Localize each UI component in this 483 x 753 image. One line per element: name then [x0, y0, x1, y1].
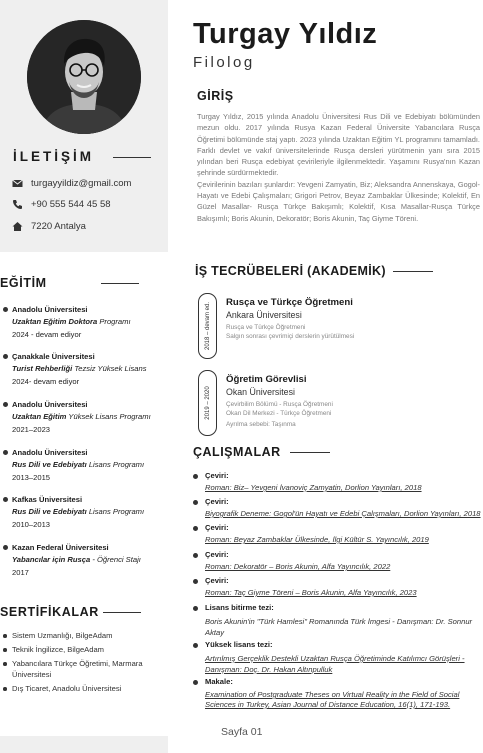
- certificate-item: Dış Ticaret, Anadolu Üniversitesi: [0, 683, 168, 694]
- work-item: [193, 550, 483, 574]
- bullet-icon: [193, 680, 198, 685]
- job-organization: Ankara Üniversitesi: [226, 310, 302, 320]
- education-period: 2024- devam ediyor: [12, 376, 80, 386]
- work-item: [193, 640, 483, 676]
- education-program-rest: Programı: [97, 317, 131, 327]
- work-label: Çeviri:: [205, 497, 229, 506]
- job-description-line: Rusça ve Türkçe Öğretmeni: [226, 324, 306, 331]
- bullet-icon: [193, 474, 198, 479]
- education-program-bold: Yabancılar için Rusça: [12, 555, 91, 565]
- education-program-bold: Turist Rehberliği: [12, 364, 73, 374]
- contact-phone-row: [12, 199, 111, 210]
- education-item: [0, 447, 168, 491]
- page-number: Sayfa 01: [221, 726, 263, 738]
- sidebar-bottom-band: [0, 736, 168, 753]
- bullet-icon: [3, 497, 8, 502]
- work-title[interactable]: Artırılmış Gerçeklik Destekli Uzaktan Rusça Öğretiminde Katılımcı Görüşleri -: [205, 654, 465, 663]
- bullet-icon: [193, 500, 198, 505]
- experience-heading-rule: [393, 271, 433, 272]
- intro-paragraph: Turgay Yıldız, 2015 yılında Anadolu Üniversitesi Rus Dili ve Edebiyatı bölümünden mezun oldu. 2017 yılında Rusya Kazan Federal Üniversite Yabancılara Rusça Öğretimi bölümünde staj yaptı. 2023 yılında Uzaktan Eğitim YL programını tamamladı. Farklı devlet ve vakıf üniversitelerinde Rusça dersleri yürütmenin yanı sıra 2015 yılından beri Rusça edebiyat çevirileriyle ilgilenmektedir. Yaşamını Rusya'nın Kazan şehrinde sürdürmektedir.: [197, 112, 480, 178]
- work-title[interactable]: Roman: Taç Giyme Töreni – Boris Akunin, Alfa Yayıncılık, 2023: [205, 588, 417, 597]
- work-title[interactable]: Roman: Dekoratör – Boris Akunin, Alfa Yayıncılık, 2022: [205, 562, 391, 571]
- works-heading: ÇALIŞMALAR: [193, 445, 281, 459]
- job-description: [226, 323, 354, 341]
- work-title[interactable]: Biyografik Deneme: Gogol'ün Hayatı ve Edebi Çalışmaları, Dorlion Yayınları, 2018: [205, 509, 481, 518]
- certificates-list: [0, 630, 168, 697]
- education-program-rest: Lisans Programı: [86, 460, 145, 470]
- education-item: [0, 304, 168, 348]
- work-item: [193, 497, 483, 521]
- education-period: 2010–2013: [12, 519, 51, 529]
- work-title: Aktay: [205, 628, 224, 637]
- certificate-item: Yabancılara Türkçe Öğretimi, Marmara Üniversitesi: [0, 658, 168, 680]
- work-item: [193, 576, 483, 600]
- work-label: Çeviri:: [205, 576, 229, 585]
- education-program-bold: Uzaktan Eğitim: [12, 412, 67, 422]
- education-program-rest: Yüksek Lisans Programı: [66, 412, 151, 422]
- job-period-pill: [198, 293, 217, 359]
- job-title: Rusça ve Türkçe Öğretmeni: [226, 297, 353, 308]
- bullet-icon: [3, 402, 8, 407]
- job-period: 2018 – devam ed.: [204, 301, 211, 351]
- education-period: 2017: [12, 567, 29, 577]
- intro-paragraph: Çevirilerinin bazıları şunlardır: Yevgeni Zamyatin, Biz; Aleksandra Annenskaya, Gogol- Hayatı ve Edebi Çalışmaları; Grigori Petrov, Beyaz Zambaklar Ülkesinde; Kolektif, En Güzel Masallar- Rusça Türkçe Bakışımlı; Kolektif, Kısa Masallar-Rusça Türkçe Bakışımlı; Boris Akunin, Dekoratör; Boris Akunin, Taç Giyme Töreni.: [197, 179, 480, 223]
- work-title: Boris Akunin'in "Türk Hamlesi" Romanında Türk İmgesi - Danışman: Dr. Sonnur: [205, 617, 473, 626]
- education-program-bold: Uzaktan Eğitim Doktora: [12, 317, 98, 327]
- work-item: [193, 603, 483, 639]
- education-heading: EĞİTİM: [0, 276, 47, 290]
- bullet-icon: [193, 579, 198, 584]
- works-heading-rule: [290, 452, 330, 453]
- job-description-line: Ayrılma sebebi: Taşınma: [226, 421, 296, 429]
- bullet-icon: [3, 545, 8, 550]
- phone-icon: [12, 199, 23, 210]
- profile-photo: [27, 20, 141, 134]
- contact-phone[interactable]: +90 555 544 45 58: [31, 199, 111, 210]
- work-item: [193, 471, 483, 495]
- education-item: [0, 399, 168, 443]
- education-program-bold: Rus Dili ve Edebiyatı: [12, 507, 87, 517]
- bullet-icon: [3, 354, 8, 359]
- person-role: Filolog: [193, 54, 255, 71]
- contact-email-row: [12, 178, 131, 189]
- bullet-icon: [3, 307, 8, 312]
- work-label: Çeviri:: [205, 523, 229, 532]
- education-program-rest: - Öğrenci Stajı: [90, 555, 141, 565]
- education-program-bold: Rus Dili ve Edebiyatı: [12, 460, 87, 470]
- intro-text: [197, 111, 480, 224]
- intro-heading: GİRİŞ: [197, 89, 234, 103]
- certificate-item: Sistem Uzmanlığı, BilgeAdam: [0, 630, 168, 641]
- certificates-heading-rule: [103, 612, 141, 613]
- work-label: Yüksek lisans tezi:: [205, 640, 273, 649]
- job-title: Öğretim Görevlisi: [226, 374, 307, 385]
- education-program-rest: Tezsiz Yüksek Lisans: [72, 364, 147, 374]
- bullet-icon: [193, 643, 198, 648]
- education-item: [0, 542, 168, 586]
- contact-address-row: [12, 221, 86, 232]
- education-program-rest: Lisans Programı: [86, 507, 145, 517]
- education-period: 2021–2023: [12, 424, 51, 434]
- work-title[interactable]: Roman: Beyaz Zambaklar Ülkesinde, İlgi Kültür S. Yayıncılık, 2019: [205, 535, 429, 544]
- education-school: Kafkas Üniversitesi: [12, 495, 83, 504]
- contact-email[interactable]: turgayyildiz@gmail.com: [31, 178, 132, 189]
- experience-heading: İŞ TECRÜBELERİ (AKADEMİK): [195, 264, 386, 278]
- education-school: Anadolu Üniversitesi: [12, 448, 88, 457]
- education-school: Anadolu Üniversitesi: [12, 305, 88, 314]
- work-label: Makale:: [205, 677, 233, 686]
- job-description-line: Salgın sonrası çevrimiçi derslerin yürütülmesi: [226, 333, 355, 341]
- bullet-icon: [3, 450, 8, 455]
- contact-heading: İLETİŞİM: [13, 149, 94, 164]
- bullet-icon: [193, 526, 198, 531]
- contact-address: 7220 Antalya: [31, 221, 86, 232]
- education-item: [0, 494, 168, 538]
- work-label: Lisans bitirme tezi:: [205, 603, 274, 612]
- person-portrait-icon: [27, 20, 141, 134]
- work-label: Çeviri:: [205, 471, 229, 480]
- work-title[interactable]: Danışman: Doç. Dr. Hakan Altınpulluk: [205, 665, 333, 674]
- envelope-icon: [12, 178, 23, 189]
- bullet-icon: [193, 553, 198, 558]
- job-description-line: Çevirbilim Bölümü - Rusça Öğretmeni: [226, 401, 333, 408]
- job-description-line: Okan Dil Merkezi - Türkçe Öğretmeni: [226, 410, 332, 418]
- education-heading-rule: [101, 283, 139, 284]
- work-title[interactable]: Roman: Biz– Yevgeni İvanoviç Zamyatin, Dorlion Yayınları, 2018: [205, 483, 422, 492]
- certificates-heading: SERTİFİKALAR: [0, 605, 99, 619]
- work-item: [193, 677, 483, 713]
- job-period: 2019 – 2020: [204, 386, 211, 420]
- education-item: [0, 351, 168, 395]
- education-period: 2013–2015: [12, 472, 51, 482]
- job-period-pill: [198, 370, 217, 436]
- work-title[interactable]: Sciences in Turkey, Asian Journal of Distance Education, 16(1), 171-193.: [205, 700, 451, 709]
- person-name: Turgay Yıldız: [193, 18, 378, 50]
- job-description: [226, 400, 333, 430]
- education-school: Çanakkale Üniversitesi: [12, 352, 95, 361]
- education-period: 2024 - devam ediyor: [12, 329, 82, 339]
- work-title[interactable]: Examination of Postgraduate Theses on Virtual Reality in the Field of Social: [205, 690, 460, 699]
- job-organization: Okan Üniversitesi: [226, 387, 295, 397]
- bullet-icon: [193, 606, 198, 611]
- education-school: Kazan Federal Üniversitesi: [12, 543, 109, 552]
- home-icon: [12, 221, 23, 232]
- work-item: [193, 523, 483, 547]
- education-school: Anadolu Üniversitesi: [12, 400, 88, 409]
- work-label: Çeviri:: [205, 550, 229, 559]
- certificate-item: Teknik İngilizce, BilgeAdam: [0, 644, 168, 655]
- contact-heading-rule: [113, 157, 151, 158]
